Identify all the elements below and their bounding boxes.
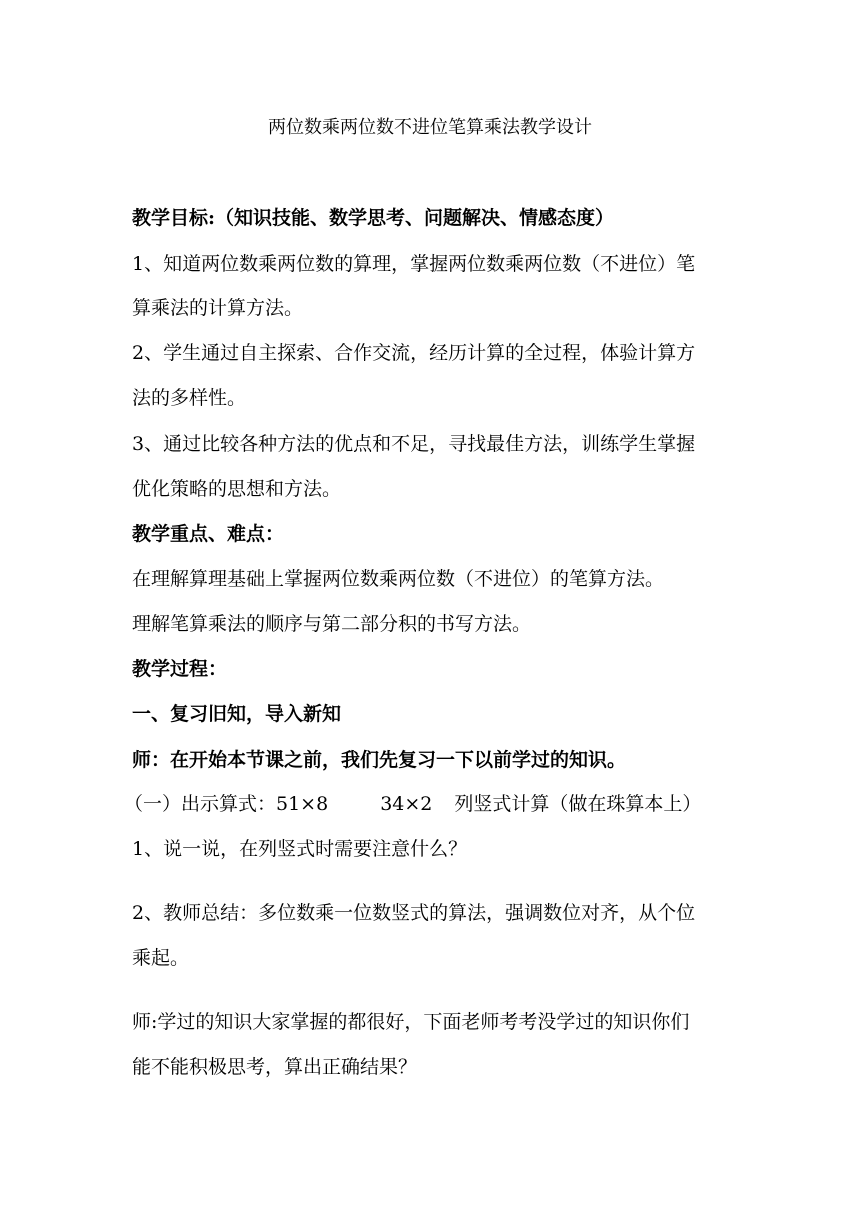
objective-3-line-2: 优化策略的思想和方法。 xyxy=(132,478,342,500)
objective-2-line-2: 法的多样性。 xyxy=(132,387,247,409)
process-heading: 教学过程： xyxy=(132,658,228,680)
exercise-expression-2: 34×2 xyxy=(380,793,433,815)
exercise-label: （一）出示算式：51×8 xyxy=(124,793,329,815)
exercise-line xyxy=(124,792,724,816)
teacher-transition-line-1: 师:学过的知识大家掌握的都很好，下面老师考考没学过的知识你们 xyxy=(132,1011,690,1033)
teacher-intro: 师：在开始本节课之前，我们先复习一下以前学过的知识。 xyxy=(132,749,627,771)
section-1-heading: 一、复习旧知，导入新知 xyxy=(132,703,342,725)
objective-2-line-1: 2、学生通过自主探索、合作交流，经历计算的全过程，体验计算方 xyxy=(132,342,696,364)
objectives-heading: 教学目标:（知识技能、数学思考、问题解决、情感态度） xyxy=(132,207,615,229)
key-points-heading: 教学重点、难点： xyxy=(132,523,285,545)
step-1: 1、说一说，在列竖式时需要注意什么？ xyxy=(132,838,468,860)
document-title: 两位数乘两位数不进位笔算乘法教学设计 xyxy=(268,117,592,138)
exercise-instruction: 列竖式计算（做在珠算本上） xyxy=(454,793,702,815)
step-2-line-1: 2、教师总结：多位数乘一位数竖式的算法，强调数位对齐，从个位 xyxy=(132,902,696,924)
key-point-line-2: 理解笔算乘法的顺序与第二部分积的书写方法。 xyxy=(132,613,532,635)
objective-1-line-2: 算乘法的计算方法。 xyxy=(132,297,304,319)
step-2-line-2: 乘起。 xyxy=(132,947,190,969)
objective-3-line-1: 3、通过比较各种方法的优点和不足，寻找最佳方法，训练学生掌握 xyxy=(132,433,696,455)
objective-1-line-1: 1、知道两位数乘两位数的算理，掌握两位数乘两位数（不进位）笔 xyxy=(132,253,696,275)
teacher-transition-line-2: 能不能积极思考，算出正确结果？ xyxy=(132,1056,418,1078)
key-point-line-1: 在理解算理基础上掌握两位数乘两位数（不进位）的笔算方法。 xyxy=(132,568,665,590)
